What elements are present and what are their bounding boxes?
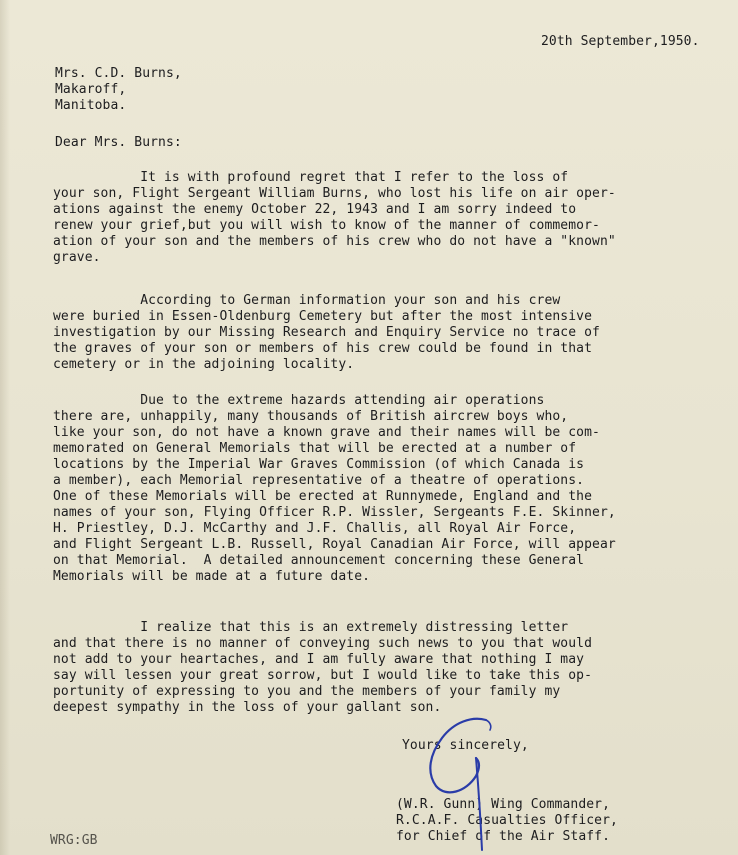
text-line: locations by the Imperial War Graves Commission (of which Canada is	[53, 457, 585, 472]
text-line: portunity of expressing to you and the members of your family my	[53, 684, 561, 699]
recipient-line: Manitoba.	[55, 98, 127, 113]
text-line: there are, unhappily, many thousands of British aircrew boys who,	[53, 409, 569, 424]
text-line: ation of your son and the members of his crew who do not have a "known"	[53, 234, 616, 249]
letter-date: 20th September,1950.	[541, 34, 700, 49]
recipient-address	[55, 66, 182, 114]
text-line: grave.	[53, 250, 101, 265]
text-line: I realize that this is an extremely distressing letter	[53, 620, 569, 635]
recipient-line: Makaroff,	[55, 82, 127, 97]
text-line: It is with profound regret that I refer to the loss of	[53, 170, 569, 185]
text-line: on that Memorial. A detailed announcement concerning these General	[53, 553, 585, 568]
text-line: renew your grief,but you will wish to know of the manner of commemor-	[53, 218, 600, 233]
text-line: H. Priestley, D.J. McCarthy and J.F. Challis, all Royal Air Force,	[53, 521, 577, 536]
text-line: Due to the extreme hazards attending air operations	[53, 393, 545, 408]
signature-line: for Chief of the Air Staff.	[396, 829, 611, 844]
text-line: like your son, do not have a known grave and their names will be com-	[53, 425, 600, 440]
signature-line: (W.R. Gunn) Wing Commander,	[396, 797, 611, 812]
text-line: and that there is no manner of conveying such news to you that would	[53, 636, 593, 651]
text-line: deepest sympathy in the loss of your gallant son.	[53, 700, 442, 715]
text-line: a member), each Memorial representative of a theatre of operations.	[53, 473, 585, 488]
text-line: say will lessen your great sorrow, but I would like to take this op-	[53, 668, 593, 683]
text-line: investigation by our Missing Research and Enquiry Service no trace of	[53, 325, 600, 340]
paragraph-3	[53, 393, 616, 585]
text-line: your son, Flight Sergeant William Burns, who lost his life on air oper-	[53, 186, 616, 201]
text-line: the graves of your son or members of his crew could be found in that	[53, 341, 593, 356]
text-line: One of these Memorials will be erected at Runnymede, England and the	[53, 489, 593, 504]
paragraph-1	[53, 170, 616, 266]
text-line: memorated on General Memorials that will be erected at a number of	[53, 441, 577, 456]
closing: Yours sincerely,	[402, 738, 529, 753]
text-line: According to German information your son and his crew	[53, 293, 561, 308]
paragraph-4	[53, 620, 592, 716]
reference-initials: WRG:GB	[50, 833, 98, 848]
handwritten-signature	[420, 712, 500, 852]
text-line: cemetery or in the adjoining locality.	[53, 357, 355, 372]
salutation: Dear Mrs. Burns:	[55, 135, 182, 150]
text-line: not add to your heartaches, and I am fully aware that nothing I may	[53, 652, 585, 667]
recipient-line: Mrs. C.D. Burns,	[55, 66, 182, 81]
text-line: Memorials will be made at a future date.	[53, 569, 371, 584]
text-line: were buried in Essen-Oldenburg Cemetery but after the most intensive	[53, 309, 593, 324]
paragraph-2	[53, 293, 600, 373]
signature-line: R.C.A.F. Casualties Officer,	[396, 813, 618, 828]
text-line: ations against the enemy October 22, 1943 and I am sorry indeed to	[53, 202, 577, 217]
text-line: names of your son, Flying Officer R.P. Wissler, Sergeants F.E. Skinner,	[53, 505, 616, 520]
text-line: and Flight Sergeant L.B. Russell, Royal Canadian Air Force, will appear	[53, 537, 616, 552]
